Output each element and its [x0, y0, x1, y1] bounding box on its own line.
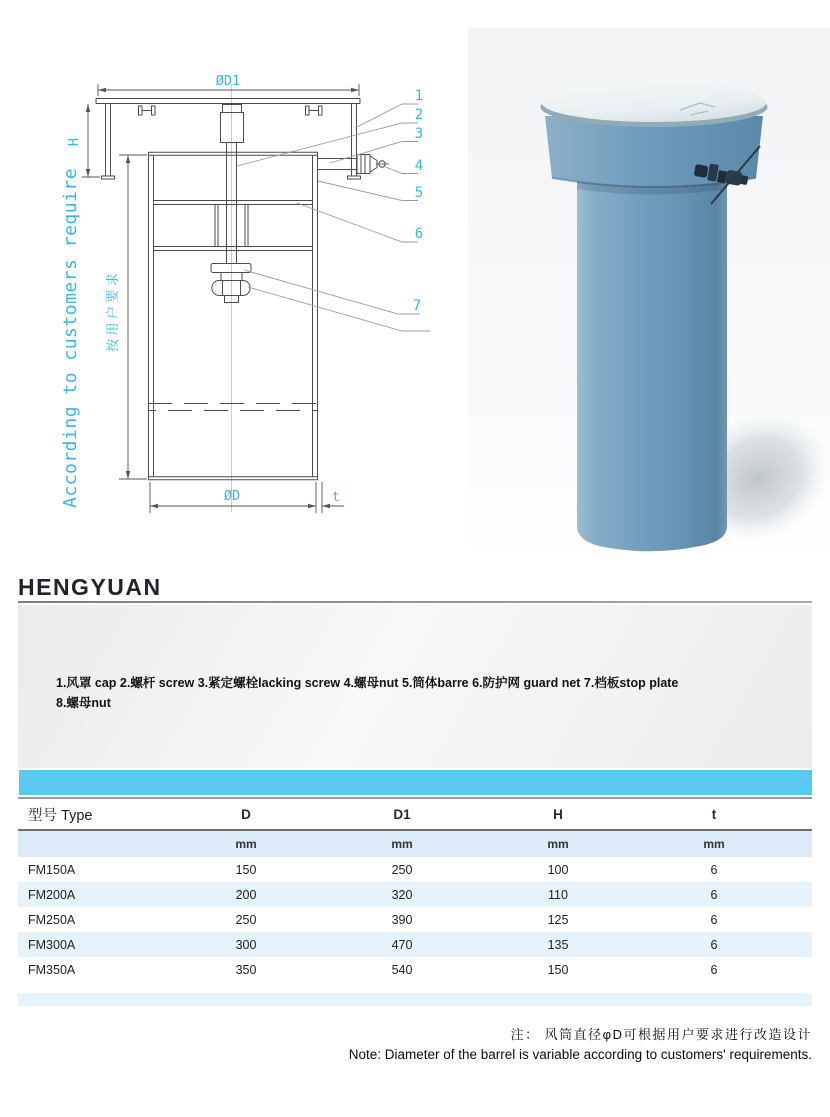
dim-t-label: t: [332, 490, 340, 505]
row-h: 135: [547, 937, 569, 952]
row-d1: 320: [391, 887, 413, 902]
vertical-note-cn: 按用户要求: [106, 269, 121, 352]
row-type: FM350A: [28, 962, 76, 977]
row-d: 200: [235, 887, 257, 902]
row-t: 6: [710, 937, 718, 952]
spec-table: [18, 797, 812, 1006]
table-row: [18, 957, 812, 982]
header-d1: D1: [393, 806, 411, 822]
row-t: 6: [710, 862, 718, 877]
brand-divider: [18, 601, 812, 603]
row-type: FM250A: [28, 912, 76, 927]
header-d: D: [241, 806, 251, 822]
row-d1: 540: [391, 962, 413, 977]
parts-list-line1: 1.风罩 cap 2.螺杆 screw 3.紧定螺栓lacking screw 4.螺母nut 5.筒体barre 6.防护网 guard net 7.档板stop plate: [56, 676, 679, 690]
table-header-row: [18, 799, 812, 831]
header-h: H: [553, 806, 563, 822]
note-chinese: 注： 风筒直径φD可根据用户要求进行改造设计: [510, 1027, 812, 1042]
table-row: [18, 932, 812, 957]
row-h: 125: [547, 912, 569, 927]
unit-row: [18, 831, 812, 857]
barrel-body: [577, 178, 727, 551]
row-d1: 250: [391, 862, 413, 877]
dim-d1-label: ØD1: [215, 73, 241, 89]
parts-panel: [18, 605, 812, 768]
row-h: 100: [547, 862, 569, 877]
row-d1: 470: [391, 937, 413, 952]
callout-1: 1: [414, 88, 424, 104]
unit-t: mm: [703, 837, 725, 851]
row-t: 6: [710, 912, 718, 927]
row-h: 150: [547, 962, 569, 977]
row-type: FM300A: [28, 937, 76, 952]
row-type: FM200A: [28, 887, 76, 902]
row-d1: 390: [391, 912, 413, 927]
table-row: [18, 857, 812, 882]
callout-3: 3: [414, 126, 424, 142]
callout-7: 7: [412, 298, 422, 314]
vertical-note-en: According to customers require: [60, 167, 81, 508]
header-type: 型号 Type: [28, 807, 93, 824]
row-h: 110: [548, 887, 568, 902]
dim-h-label: H: [66, 137, 82, 147]
parts-list-line2: 8.螺母nut: [56, 696, 111, 710]
table-row: [18, 882, 812, 907]
note-english: Note: Diameter of the barrel is variable according to customers' requirements.: [348, 1047, 812, 1062]
technical-drawing: [0, 0, 460, 570]
header-t: t: [711, 806, 717, 822]
callout-5: 5: [414, 185, 424, 201]
unit-d: mm: [235, 837, 257, 851]
table-end-band: [18, 993, 812, 1006]
row-d: 300: [235, 937, 257, 952]
table-accent-bar: [19, 770, 812, 795]
unit-h: mm: [547, 837, 569, 851]
row-t: 6: [710, 887, 718, 902]
product-photo: [468, 28, 830, 562]
cap-top-disc: [542, 83, 767, 122]
row-type: FM150A: [28, 862, 76, 877]
table-row: [18, 907, 812, 932]
row-d: 250: [235, 912, 257, 927]
table-gap: [18, 982, 812, 993]
footnotes: [349, 1024, 812, 1062]
callout-4: 4: [414, 158, 424, 174]
row-d: 150: [235, 862, 257, 877]
dim-d-label: ØD: [223, 488, 241, 504]
callout-6: 6: [414, 226, 424, 242]
brand-title: HENGYUAN: [18, 574, 162, 600]
row-d: 350: [235, 962, 257, 977]
unit-d1: mm: [391, 837, 413, 851]
parts-list: [56, 673, 756, 713]
row-t: 6: [710, 962, 718, 977]
callout-2: 2: [414, 107, 424, 123]
